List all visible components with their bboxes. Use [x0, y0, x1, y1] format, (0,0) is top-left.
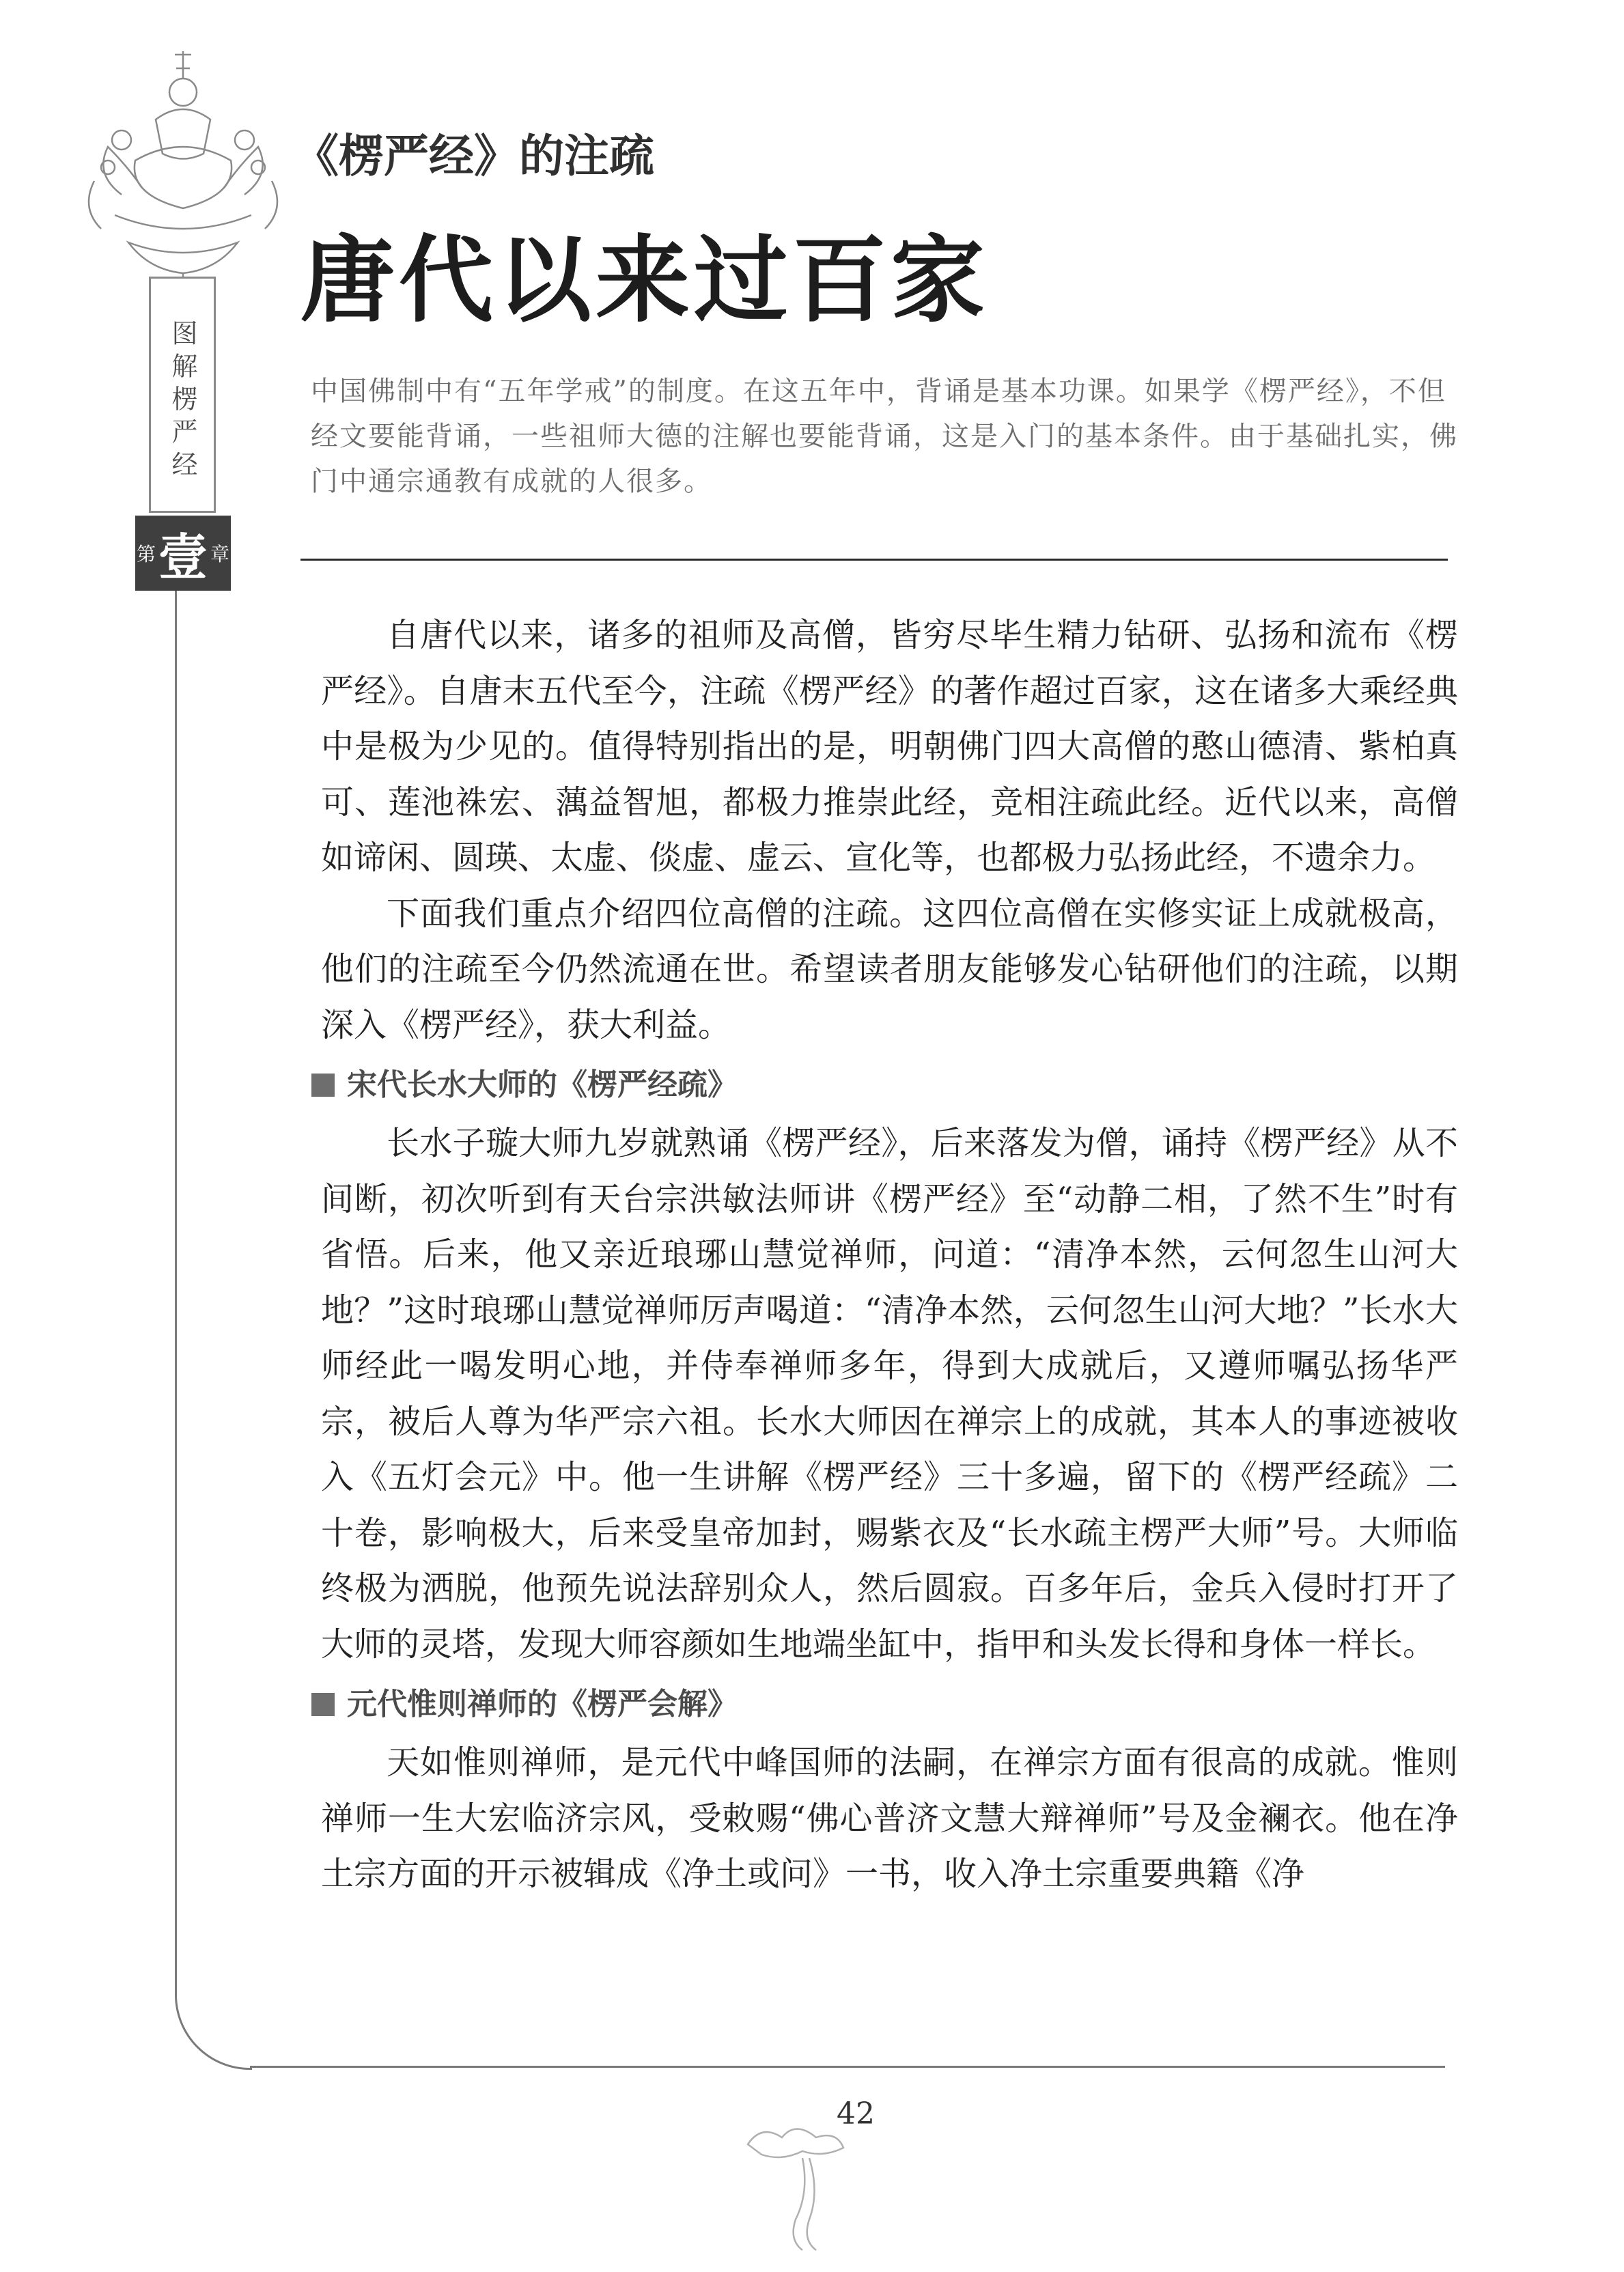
intro-paragraph: 中国佛制中有“五年学戒”的制度。在这五年中，背诵是基本功课。如果学《楞严经》，不但经文要能背诵，一些祖师大德的注解也要能背诵，这是入门的基本条件。由于基础扎实，佛门中通宗通教有成就的人很多。	[311, 376, 1458, 497]
paragraph: 下面我们重点介绍四位高僧的注疏。这四位高僧在实修实证上成就极高，他们的注疏至今仍然流通在世。希望读者朋友能够发心钻研他们的注疏，以期深入《楞严经》，获大利益。	[321, 894, 1458, 1044]
section-heading	[311, 1677, 1458, 1733]
square-bullet-icon	[311, 1074, 335, 1097]
square-bullet-icon	[311, 1693, 335, 1716]
book-title: 图解楞严经	[167, 320, 197, 483]
page-subtitle: 《楞严经》的注疏	[294, 130, 654, 182]
paragraph: 长水子璇大师九岁就熟诵《楞严经》，后来落发为僧，诵持《楞严经》从不间断，初次听到有天台宗洪敏法师讲《楞严经》至“动静二相，了然不生”时有省悟。后来，他又亲近琅琊山慧觉禅师，问道：“清净本然，云何忽生山河大地？”这时琅琊山慧觉禅师厉声喝道：“清净本然，云何忽生山河大地？”长水大师经此一喝发明心地，并侍奉禅师多年，得到大成就后，又遵师嘱弘扬华严宗，被后人尊为华严宗六祖。长水大师因在禅宗上的成就，其本人的事迹被收入《五灯会元》中。他一生讲解《楞严经》三十多遍，留下的《楞严经疏》二十卷，影响极大，后来受皇帝加封，赐紫衣及“长水疏主楞严大师”号。大师临终极为洒脱，他预先说法辞别众人，然后圆寂。百多年后，金兵入侵时打开了大师的灵塔，发现大师容颜如生地端坐缸中，指甲和头发长得和身体一样长。	[321, 1124, 1458, 1664]
section-heading	[311, 1057, 1458, 1113]
page-title: 唐代以来过百家	[300, 224, 990, 335]
book-title-box	[149, 277, 216, 513]
section-divider	[300, 559, 1448, 561]
chapter-tab	[135, 516, 231, 591]
page-number: 42	[837, 2096, 875, 2131]
cloud-ornament-icon	[734, 2117, 884, 2254]
margin-rule	[175, 591, 252, 2070]
section-heading-label: 元代惟则禅师的《楞严会解》	[347, 1687, 738, 1722]
bottom-rule	[250, 2066, 1445, 2068]
chapter-prefix: 第	[136, 543, 156, 565]
paragraph: 自唐代以来，诸多的祖师及高僧，皆穷尽毕生精力钻研、弘扬和流布《楞严经》。自唐末五代至今，注疏《楞严经》的著作超过百家，这在诸多大乘经典中是极为少见的。值得特别指出的是，明朝佛门四大高僧的憨山德清、紫柏真可、莲池袾宏、蕅益智旭，都极力推崇此经，竞相注疏此经。近代以来，高僧如谛闲、圆瑛、太虚、倓虚、虚云、宣化等，也都极力弘扬此经，不遗余力。	[321, 616, 1458, 877]
paragraph: 天如惟则禅师，是元代中峰国师的法嗣，在禅宗方面有很高的成就。惟则禅师一生大宏临济宗风，受敕赐“佛心普济文慧大辩禅师”号及金襕衣。他在净土宗方面的开示被辑成《净土或问》一书，收入净土宗重要典籍《净	[321, 1743, 1458, 1893]
chapter-suffix: 章	[210, 543, 230, 565]
chapter-number: 壹	[158, 529, 208, 586]
body-text	[321, 608, 1458, 1903]
section-heading-label: 宋代长水大师的《楞严经疏》	[347, 1067, 738, 1102]
